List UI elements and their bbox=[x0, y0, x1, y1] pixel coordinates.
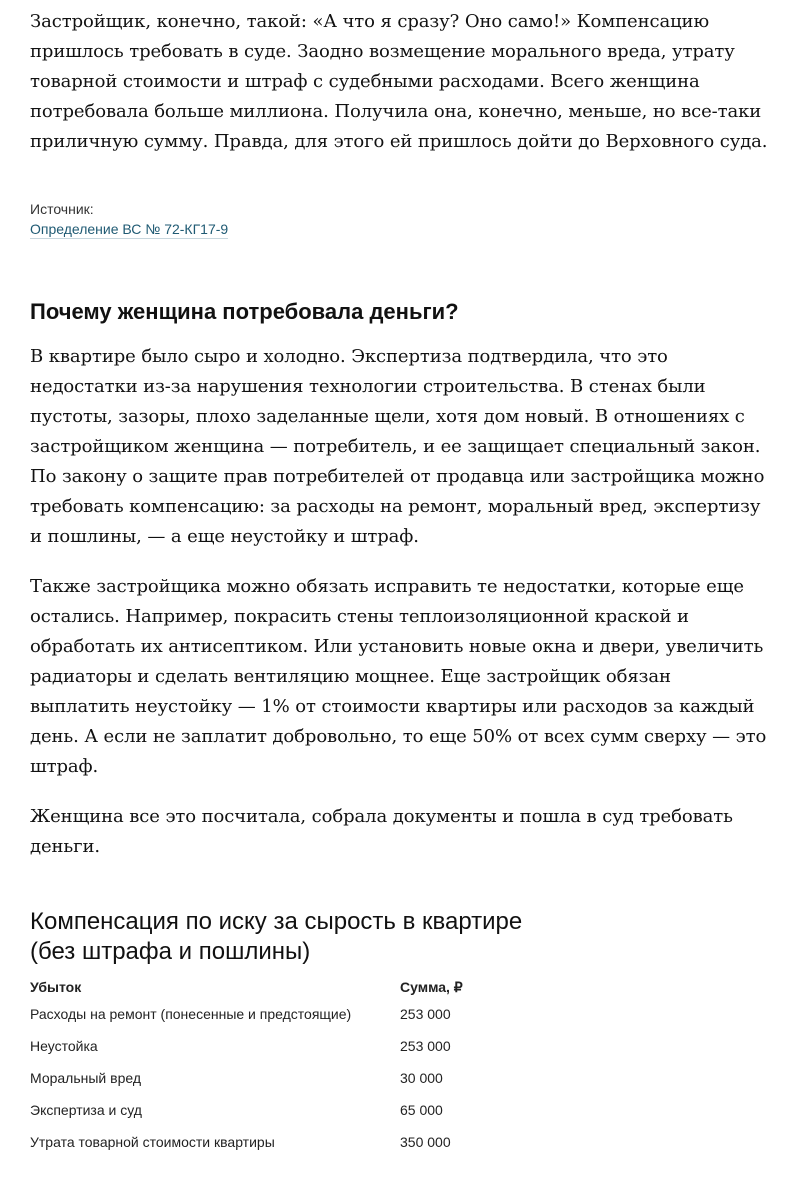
table-row bbox=[30, 1123, 600, 1155]
section-paragraph: Также застройщика можно обязать исправить те недостатки, которые еще остались. Например, покрасить стены теплоизоляционной краской и обработать их антисептиком. Или установить новые окна и двери, увеличить радиаторы и сделать вентиляцию мощнее. Еще застройщик обязан выплатить неустойку — 1% от стоимости квартиры или расходов за каждый день. А если не заплатит добровольно, то еще 50% от всех сумм сверху — это штраф. bbox=[30, 576, 767, 777]
loss-cell: Утрата товарной стоимости квартиры bbox=[30, 1134, 275, 1150]
amount-cell: 253 000 bbox=[400, 1038, 451, 1054]
loss-cell: Экспертиза и суд bbox=[30, 1102, 142, 1118]
amount-cell: 30 000 bbox=[400, 1070, 443, 1086]
amount-cell: 65 000 bbox=[400, 1102, 443, 1118]
table-row bbox=[30, 1091, 600, 1123]
source-block bbox=[30, 199, 775, 239]
intro-paragraph: Застройщик, конечно, такой: «А что я сразу? Оно само!» Компенсацию пришлось требовать в суде. Заодно возмещение морального вреда, утрату товарной стоимости и штраф с судебными расходами. Всего женщина потребовала больше миллиона. Получила она, конечно, меньше, но все-таки приличную сумму. Правда, для этого ей пришлось дойти до Верховного суда. bbox=[30, 11, 768, 152]
article-body bbox=[30, 7, 775, 1155]
section-paragraph: В квартире было сыро и холодно. Экспертиза подтвердила, что это недостатки из-за нарушения технологии строительства. В стенах были пустоты, зазоры, плохо заделанные щели, хотя дом новый. В отношениях с застройщиком женщина — потребитель, и ее защищает специальный закон. По закону о защите прав потребителей от продавца или застройщика можно требовать компенсацию: за расходы на ремонт, моральный вред, экспертизу и пошлины, — а еще неустойку и штраф. bbox=[30, 346, 765, 547]
column-header-amount: Сумма, ₽ bbox=[400, 979, 463, 995]
loss-cell: Расходы на ремонт (понесенные и предстоящие) bbox=[30, 1006, 352, 1022]
loss-cell: Неустойка bbox=[30, 1038, 98, 1054]
table-row bbox=[30, 1027, 600, 1059]
source-link[interactable]: Определение ВС № 72-КГ17-9 bbox=[30, 221, 229, 237]
section-paragraph: Женщина все это посчитала, собрала документы и пошла в суд требовать деньги. bbox=[30, 806, 733, 857]
table-subtitle-line: (без штрафа и пошлины) bbox=[30, 938, 311, 965]
section-heading: Почему женщина потребовала деньги? bbox=[30, 299, 459, 324]
table-header-row bbox=[30, 979, 600, 1001]
table-title bbox=[30, 907, 775, 967]
table-row bbox=[30, 1001, 600, 1027]
table-title-line: Компенсация по иску за сырость в квартире bbox=[30, 908, 523, 935]
loss-cell: Моральный вред bbox=[30, 1070, 142, 1086]
amount-cell: 253 000 bbox=[400, 1006, 451, 1022]
column-header-loss: Убыток bbox=[30, 979, 82, 995]
amount-cell: 350 000 bbox=[400, 1134, 451, 1150]
table-row bbox=[30, 1059, 600, 1091]
source-label: Источник: bbox=[30, 201, 94, 217]
compensation-table bbox=[30, 979, 600, 1155]
